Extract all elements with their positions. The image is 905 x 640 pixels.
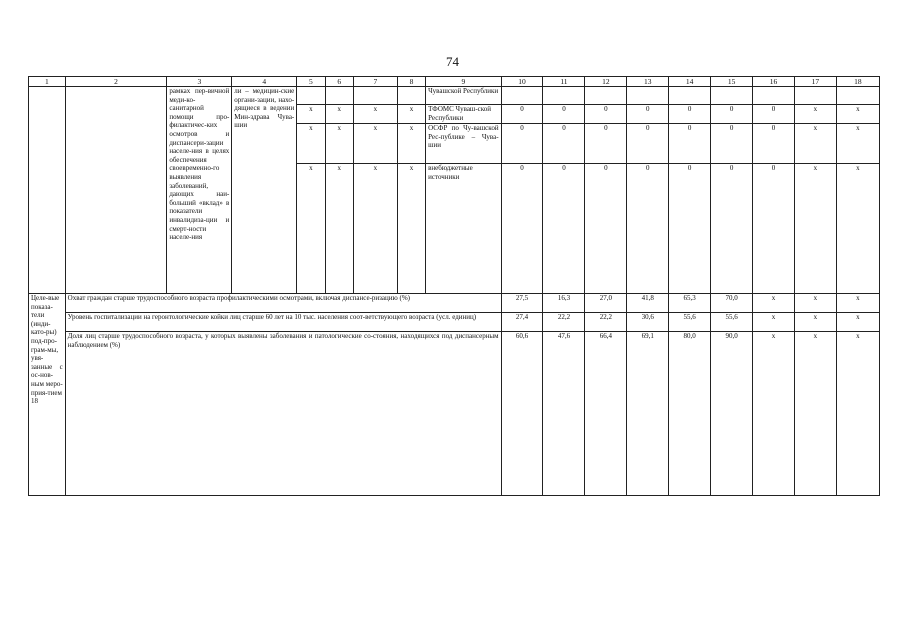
value-cell: 0 [543,105,585,124]
value-cell: 22,2 [543,313,585,332]
cell: x [353,124,397,164]
value-cell: 0 [627,124,669,164]
value-cell [711,87,753,105]
header-row [29,77,880,87]
value-cell [794,87,836,105]
value-cell: 0 [753,105,795,124]
cell: x [325,105,353,124]
value-cell: 30,6 [627,313,669,332]
value-cell: 80,0 [669,332,711,496]
value-cell: 0 [711,105,753,124]
value-cell: 41,8 [627,294,669,313]
value-cell: 0 [501,124,543,164]
value-cell: 60,6 [501,332,543,496]
cell [353,87,397,105]
value-cell: x [836,124,879,164]
value-cell: 55,6 [711,313,753,332]
value-cell [753,87,795,105]
cell: x [353,105,397,124]
cell: x [297,124,325,164]
program-table [28,76,880,496]
cell: x [297,105,325,124]
value-cell: x [836,332,879,496]
cell: x [353,164,397,294]
value-cell: 90,0 [711,332,753,496]
indicator-text: Уровень госпитализации на геронтологические койки лиц старше 60 лет на 10 тыс. населения соот-ветствующего возраста (усл. единиц) [65,313,501,332]
funding-source: ОСФР по Чу-вашской Рес-публике – Чува-шии [426,124,501,164]
value-cell: 27,4 [501,313,543,332]
value-cell: x [794,105,836,124]
column-number-13: 13 [627,77,669,87]
value-cell: 0 [669,105,711,124]
value-cell: x [836,313,879,332]
table-row [29,87,880,105]
column-number-18: 18 [836,77,879,87]
indicator-text: Охват граждан старше трудоспособного возраста профилактическими осмотрами, включая диспансе-ризацию (%) [65,294,501,313]
value-cell: 0 [543,164,585,294]
column-number-1: 1 [29,77,66,87]
value-cell [836,87,879,105]
column-number-2: 2 [65,77,167,87]
column-number-12: 12 [585,77,627,87]
value-cell [585,87,627,105]
column-number-9: 9 [426,77,501,87]
column-number-6: 6 [325,77,353,87]
value-cell: 65,3 [669,294,711,313]
value-cell: 0 [669,124,711,164]
value-cell: x [836,294,879,313]
cell: x [397,124,425,164]
funding-source: ТФОМС Чуваш-ской Республики [426,105,501,124]
value-cell: 27,0 [585,294,627,313]
cell: x [297,164,325,294]
column-number-15: 15 [711,77,753,87]
target-row [29,332,880,496]
value-cell: x [753,313,795,332]
value-cell: 0 [501,105,543,124]
value-cell: 0 [585,164,627,294]
value-cell: 69,1 [627,332,669,496]
column-number-3: 3 [167,77,232,87]
column-number-10: 10 [501,77,543,87]
value-cell: x [794,313,836,332]
cell-col2 [65,87,167,294]
funding-source: внебюджетные источники [426,164,501,294]
column-number-11: 11 [543,77,585,87]
column-number-16: 16 [753,77,795,87]
value-cell [669,87,711,105]
value-cell: 0 [753,124,795,164]
value-cell: x [794,294,836,313]
cell [397,87,425,105]
value-cell [501,87,543,105]
value-cell: 0 [585,124,627,164]
cell [297,87,325,105]
value-cell: 0 [753,164,795,294]
executor-description: ли – медицин-ские органи-зации, нахо-дящиеся в ведении Мин-здрава Чува-шии [232,87,297,294]
cell: x [397,164,425,294]
indicator-text: Доля лиц старше трудоспособного возраста, у которых выявлены заболевания и патологические со-стояния, находящихся под диспансерным наблюдением (%) [65,332,501,496]
column-number-14: 14 [669,77,711,87]
value-cell: 0 [627,105,669,124]
value-cell [543,87,585,105]
value-cell: x [836,105,879,124]
value-cell: 0 [669,164,711,294]
column-number-17: 17 [794,77,836,87]
value-cell: 0 [501,164,543,294]
cell: x [397,105,425,124]
value-cell: 16,3 [543,294,585,313]
value-cell [627,87,669,105]
value-cell: 0 [585,105,627,124]
value-cell: 66,4 [585,332,627,496]
value-cell: 22,2 [585,313,627,332]
cell: x [325,164,353,294]
column-number-7: 7 [353,77,397,87]
event-description: рамках пер-вичной меди-ко-санитарной помощи про-филактичес-ких осмотров и диспансери-зации населе-ния в целях обеспечения своевременно-го выявления заболеваний, дающих наи-больший «вклад» в показатели инвалидиза-ции и смерт-ности населе-ния [167,87,232,294]
column-number-5: 5 [297,77,325,87]
value-cell: 0 [627,164,669,294]
value-cell: x [753,332,795,496]
cell [325,87,353,105]
value-cell: 55,6 [669,313,711,332]
value-cell: x [794,332,836,496]
value-cell: 0 [711,124,753,164]
cell: x [325,124,353,164]
funding-source: Чувашской Республики [426,87,501,105]
value-cell: x [753,294,795,313]
value-cell: 0 [543,124,585,164]
value-cell: x [836,164,879,294]
page-number: 74 [446,54,459,69]
target-row [29,313,880,332]
value-cell: 0 [711,164,753,294]
target-row [29,294,880,313]
value-cell: x [794,164,836,294]
column-number-8: 8 [397,77,425,87]
value-cell: x [794,124,836,164]
value-cell: 27,5 [501,294,543,313]
column-number-4: 4 [232,77,297,87]
value-cell: 47,6 [543,332,585,496]
cell-col1 [29,87,66,294]
value-cell: 70,0 [711,294,753,313]
targets-label: Целе-вые показа-тели (инди-като-ры) под-про-грам-мы, увя-занные с ос-нов-ным меро-прия-тием 18 [29,294,66,496]
